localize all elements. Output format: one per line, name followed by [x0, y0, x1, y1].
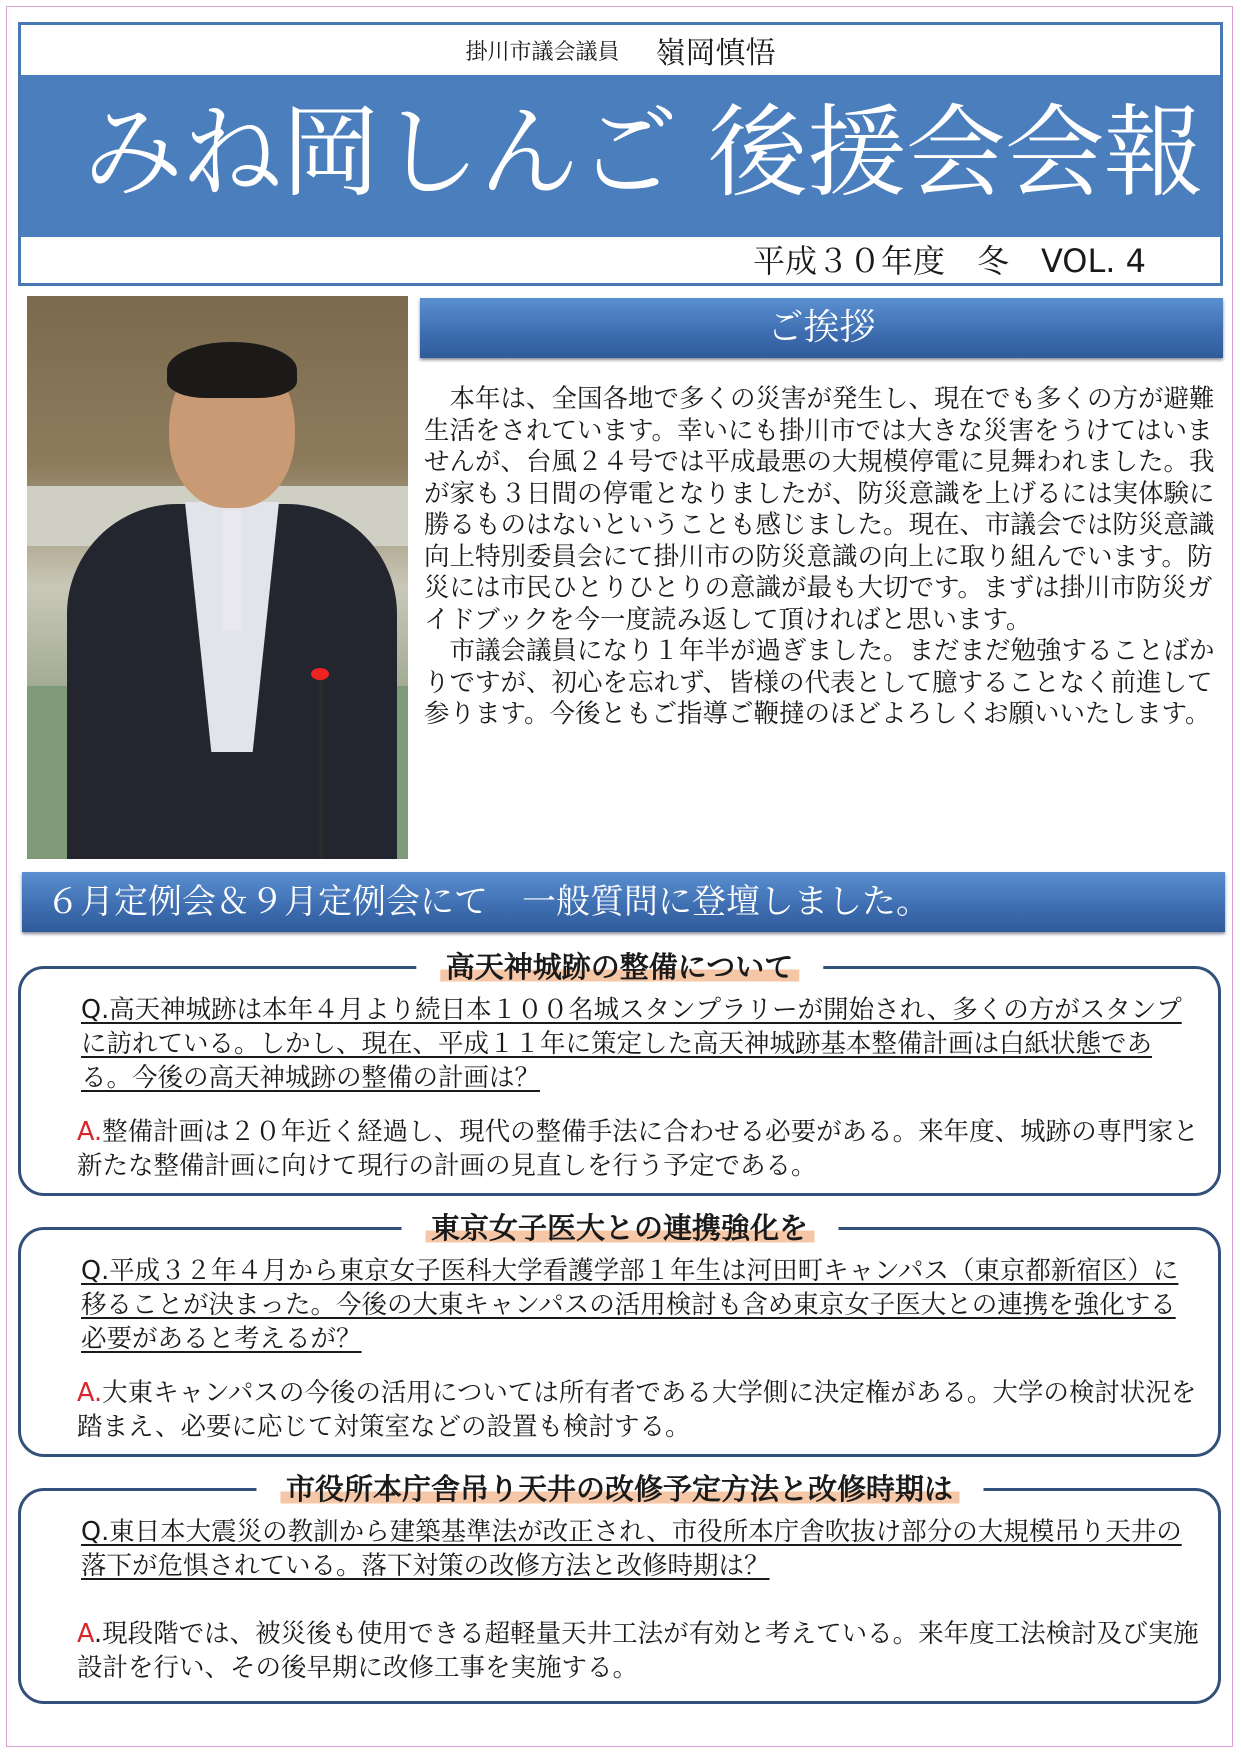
answer-mark: A	[77, 1619, 94, 1649]
greeting-paragraph: 市議会議員になり１年半が過ぎました。まだまだ勉強することばかりですが、初心を忘れず、皆様の代表として臆することなく前進して参ります。今後ともご指導ご鞭撻のほどよろしくお願いいたします。	[424, 636, 1215, 729]
member-role: 掛川市議会議員	[465, 39, 620, 65]
qa-box	[18, 1472, 1221, 1704]
answer-text: 大東キャンパスの今後の活用については所有者である大学側に決定権がある。大学の検討状況を踏まえ、必要に応じて対策室などの設置も検討する。	[77, 1378, 1197, 1442]
greeting-heading: ご挨拶	[420, 298, 1223, 358]
qa-answer	[77, 1376, 1212, 1444]
answer-text: 整備計画は２０年近く経過し、現代の整備手法に合わせる必要がある。来年度、城跡の専門家と新たな整備計画に向けて現行の計画の見直しを行う予定である。	[77, 1117, 1199, 1181]
greeting-body	[424, 384, 1224, 731]
qa-question: Q.高天神城跡は本年４月より続日本１００名城スタンプラリーが開始され、多くの方がスタンプに訪れている。しかし、現在、平成１１年に策定した高天神城跡基本整備計画は白紙状態である。今後の高天神城跡の整備の計画は？	[81, 995, 1182, 1093]
issue-info: 平成３０年度 冬 VOL. 4	[752, 242, 1146, 280]
masthead	[18, 22, 1223, 286]
answer-text: .現段階では、被災後も使用できる超軽量天井工法が有効と考えている。来年度工法検討及び実施設計を行い、その後早期に改修工事を実施する。	[77, 1619, 1199, 1683]
qa-question: Q.東日本大震災の教訓から建築基準法が改正され、市役所本庁舎吹抜け部分の大規模吊り天井の落下が危惧されている。落下対策の改修方法と改修時期は？	[81, 1517, 1182, 1581]
greeting-paragraph: 本年は、全国各地で多くの災害が発生し、現在でも多くの方が避難生活をされています。幸いにも掛川市では大きな災害をうけてはいませんが、台風２４号では平成最悪の大規模停電に見舞われました。我が家も３日間の停電となりましたが、防災意識を上げるには実体験に勝るものはないということも感じました。現在、市議会では防災意識向上特別委員会にて掛川市の防災意識の向上に取り組んでいます。防災には市民ひとりひとりの意識が最も大切です。まずは掛川市防災ガイドブックを今一度読み返して頂ければと思います。	[424, 384, 1215, 635]
member-name: 嶺岡慎悟	[655, 36, 776, 71]
photo-shirt-front	[223, 510, 241, 630]
microphone-stand	[319, 676, 323, 859]
section-banner: ６月定例会＆９月定例会にて 一般質問に登壇しました。	[22, 872, 1225, 932]
title-band	[21, 75, 1220, 237]
masthead-top	[21, 25, 1220, 75]
photo-hair	[167, 342, 297, 398]
qa-title	[401, 1208, 838, 1248]
qa-title	[256, 1469, 983, 1509]
qa-box	[18, 1211, 1221, 1457]
answer-mark: A.	[77, 1378, 103, 1408]
qa-question: Q.平成３２年４月から東京女子医科大学看護学部１年生は河田町キャンパス（東京都新宿区）に移ることが決まった。今後の大東キャンパスの活用検討も含め東京女子医大との連携を強化する必要があると考えるが？	[81, 1256, 1179, 1354]
qa-title-text: 東京女子医大との連携強化を	[425, 1211, 814, 1245]
qa-title-text: 市役所本庁舎吊り天井の改修予定方法と改修時期は	[280, 1472, 959, 1506]
microphone-light	[311, 668, 329, 680]
answer-mark: A.	[77, 1117, 103, 1147]
qa-answer	[77, 1115, 1212, 1183]
qa-title	[416, 947, 823, 987]
newsletter-title: みね岡しんご 後援会会報	[83, 94, 1203, 211]
qa-answer	[77, 1617, 1212, 1685]
qa-box	[18, 950, 1221, 1196]
qa-title-text: 高天神城跡の整備について	[440, 950, 799, 984]
councilor-photo	[27, 296, 408, 859]
